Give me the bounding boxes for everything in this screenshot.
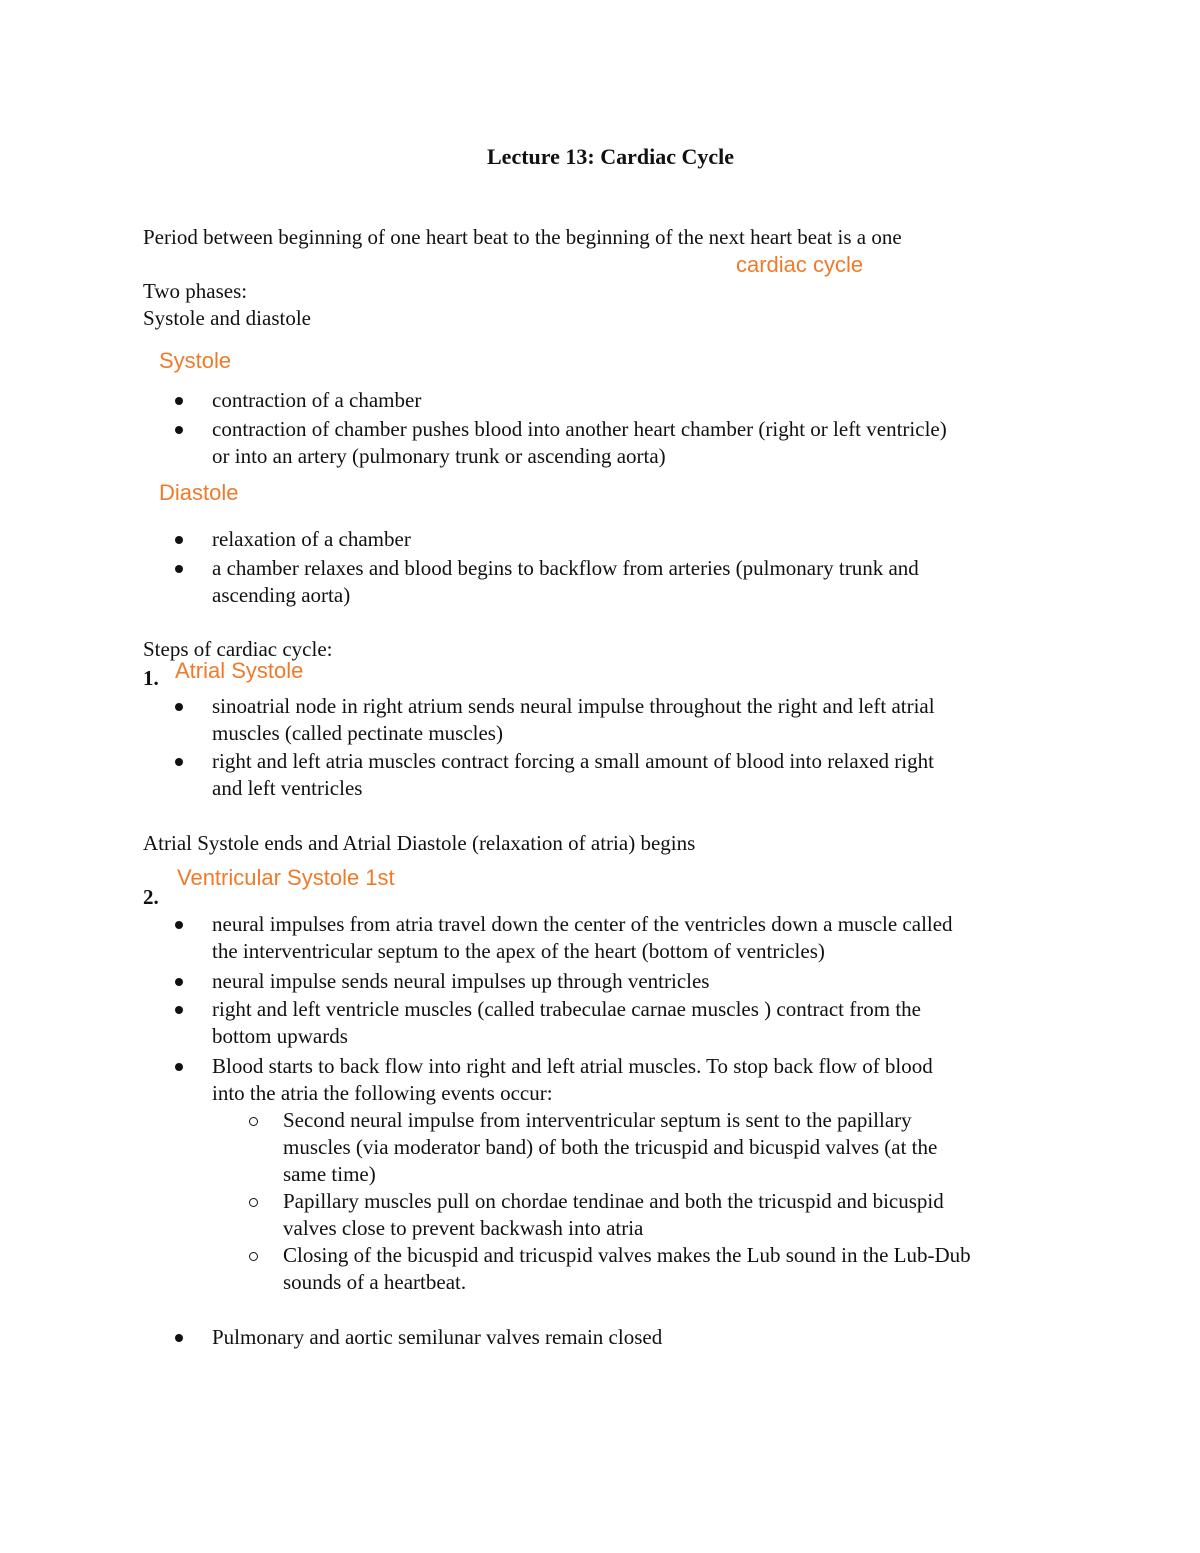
list-item: contraction of chamber pushes blood into another heart chamber (right or left ventricle) [212,417,947,441]
list-item: neural impulses from atria travel down the center of the ventricles down a muscle called [212,912,953,936]
bullet-dot [175,565,183,573]
sub-list-item-continuation: muscles (via moderator band) of both the tricuspid and bicuspid valves (at the [283,1135,938,1159]
list-item: neural impulse sends neural impulses up through ventricles [212,969,710,993]
bullet-dot [175,1006,183,1014]
list-item-continuation: and left ventricles [212,776,363,800]
list-item: sinoatrial node in right atrium sends neural impulse throughout the right and left atrial [212,694,935,718]
intro-sentence: Period between beginning of one heart beat to the beginning of the next heart beat is a one [143,225,902,249]
bullet-dot [175,1063,183,1071]
list-item-continuation: muscles (called pectinate muscles) [212,721,503,745]
bullet-dot [175,426,183,434]
list-item: right and left atria muscles contract forcing a small amount of blood into relaxed right [212,749,934,773]
bullet-dot [175,703,183,711]
diastole-heading: Diastole [159,480,239,505]
transition-text: Atrial Systole ends and Atrial Diastole (relaxation of atria) begins [143,831,696,855]
bullet-dot [175,536,183,544]
list-item-continuation: into the atria the following events occur: [212,1081,553,1105]
bullet-dot [175,978,183,986]
list-item-continuation: or into an artery (pulmonary trunk or ascending aorta) [212,444,666,468]
sub-list-item: Papillary muscles pull on chordae tendinae and both the tricuspid and bicuspid [283,1189,944,1213]
bullet-dot [175,397,183,405]
step2-heading: Ventricular Systole 1st [177,865,395,890]
list-item-continuation: bottom upwards [212,1024,348,1048]
step-number: 2. [143,885,159,909]
phases-text: Systole and diastole [143,306,311,330]
list-item: relaxation of a chamber [212,527,411,551]
steps-label: Steps of cardiac cycle: [143,637,333,661]
list-item: right and left ventricle muscles (called trabeculae carnae muscles ) contract from the [212,997,921,1021]
sub-bullet-circle [249,1252,258,1261]
sub-list-item: Second neural impulse from interventricular septum is sent to the papillary [283,1108,912,1132]
list-item: a chamber relaxes and blood begins to backflow from arteries (pulmonary trunk and [212,556,919,580]
list-item: contraction of a chamber [212,388,422,412]
sub-list-item: Closing of the bicuspid and tricuspid valves makes the Lub sound in the Lub-Dub [283,1243,971,1267]
bullet-dot [175,758,183,766]
list-item-continuation: ascending aorta) [212,583,351,607]
list-item-continuation: the interventricular septum to the apex of the heart (bottom of ventricles) [212,939,825,963]
step1-heading: Atrial Systole [175,658,304,683]
list-item: Pulmonary and aortic semilunar valves remain closed [212,1325,663,1349]
systole-heading: Systole [159,348,232,373]
phases-label: Two phases: [143,279,248,303]
term-cardiac-cycle: cardiac cycle [736,252,864,277]
sub-bullet-circle [249,1198,258,1207]
sub-list-item-continuation: valves close to prevent backwash into atria [283,1216,644,1240]
sub-bullet-circle [249,1117,258,1126]
bullet-dot [175,921,183,929]
bullet-dot [175,1334,183,1342]
page-title: Lecture 13: Cardiac Cycle [487,144,735,169]
step-number: 1. [143,666,159,690]
list-item: Blood starts to back flow into right and left atrial muscles. To stop back flow of blood [212,1054,933,1078]
sub-list-item-continuation: sounds of a heartbeat. [283,1270,467,1294]
sub-list-item-continuation: same time) [283,1162,376,1186]
